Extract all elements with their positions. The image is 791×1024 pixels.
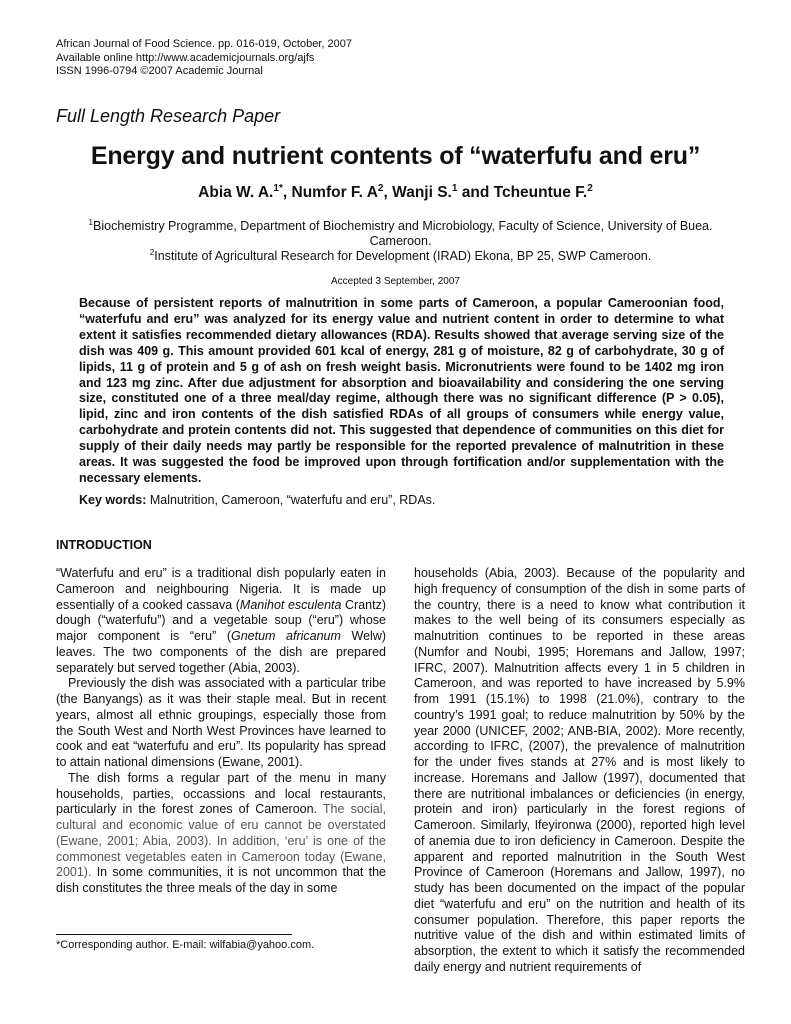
paragraph-text-grey: The social, cultural and economic value of eru cannot be overstated (Ewane, 2001; Abia, 2003). In addition, ‘eru’ is one of the commonest vegetables eaten in Cameroon today (Ewane, 2001).: [56, 802, 386, 880]
abstract: Because of persistent reports of malnutrition in some parts of Cameroon, a popular Cameroonian food, “waterfufu and eru” was analyzed for its energy value and nutrient content in order to determine to what extent it satisfies recommended dietary allowances (RDA). Results showed that average serving size of the dish was 409 g. This amount provided 601 kcal of energy, 281 g of moisture, 82 g of carbohydrate, 30 g of lipids, 11 g of protein and 5 g of ash on fresh weight basis. Micronutrients were found to be 1402 mg iron and 123 mg zinc. After due adjustment for absorption and bioavailability and considering the one serving size, constituted one of a three meal/day regime, although there was no significant difference (P > 0.05), lipid, zinc and iron contents of the dish satisfied RDAs of all groups of consumers while energy value, carbohydrate and protein contents did not. This suggested that dependence of communities on this diet for supply of their daily needs may partly be responsible for the reported prevalence of malnutrition in these areas. It was suggested the food be improved upon through fortification and/or supplementation with the necessary elements.: [79, 296, 724, 485]
author-affiliation-mark: 1*: [273, 182, 283, 194]
affiliation-mark: 1: [88, 217, 94, 227]
keywords-text: Malnutrition, Cameroon, “waterfufu and eru”, RDAs.: [146, 493, 436, 507]
paragraph: [56, 771, 386, 897]
paragraph: [56, 566, 386, 676]
paragraph: households (Abia, 2003). Because of the popularity and high frequency of consumption of the dish in some parts of the country, there is a need to know what contribution it makes to the well being of its consumers especially as malnutrition continues to be reported in these areas (Numfor and Noubi, 1995; Horemans and Jallow, 1997; IFRC, 2007). Malnutrition affects every 1 in 5 children in Cameroon, and was reported to have increased by 5.9% from 1991 (15.1%) to 1998 (21.0%), contrary to the country’s 1991 goal; to reduce malnutrition by 50% by the year 2000 (UNICEF, 2002; ANB-BIA, 2002). More recently, according to IFRC, (2007), the prevalence of malnutrition for the under fives stands at 27% and is most likely to increase. Horemans and Jallow (1997), documented that there are nutritional imbalances or deficiencies (in energy, protein and iron) particularly in the forest regions of Cameroon. Similarly, Ifeyironwa (2000), reported high level of anemia due to iron deficiency in Cameroon. Despite the apparent and reported malnutrition in the South West Province of Cameroon (Horemans and Jallow, 1997), no study has been documented on the impact of the popular diet “waterfufu and eru” on the nutrition and health of its consumer population. Therefore, this paper reports the nutritive value of the dish and within estimated limits of absorption, the extent to which it satisfy the recommended daily energy and nutrient requirements of: [414, 566, 745, 974]
affiliation-text: Biochemistry Programme, Department of Biochemistry and Microbiology, Faculty of Science, University of Buea. Cameroon.: [93, 219, 713, 248]
paragraph-text: In some communities, it is not uncommon that the dish constitutes the three meals of the day in some: [56, 865, 386, 895]
journal-citation: African Journal of Food Science. pp. 016-019, October, 2007: [56, 38, 352, 50]
footnote: *Corresponding author. E-mail: wilfabia@yahoo.com.: [56, 939, 315, 951]
author-name: Abia W. A.: [198, 184, 274, 201]
keywords: [79, 493, 731, 507]
paragraph-text: Welw) leaves. The two components of the dish are prepared separately but served together (Abia, 2003).: [56, 629, 387, 675]
affiliation: [72, 219, 729, 249]
paragraph: Previously the dish was associated with a particular tribe (the Banyangs) as it was their staple meal. But in recent years, almost all ethnic groupings, especially those from the South West and North West Provinces have learned to cook and eat “waterfufu and eru”. Its popularity has spread to attain national dimensions (Ewane, 2001).: [56, 676, 386, 769]
paragraph-text: “Waterfufu and eru” is a traditional dish popularly eaten in Cameroon and neighbouring Nigeria. It is made up essentially of a cooked cassava (: [56, 566, 386, 612]
author-list: [40, 184, 751, 202]
author-name: Tcheuntue F.: [493, 184, 588, 201]
footnote-rule: [56, 934, 292, 935]
keywords-label: Key words:: [79, 493, 147, 507]
author-separator: and: [457, 184, 494, 201]
journal-issn: ISSN 1996-0794 ©2007 Academic Journal: [56, 65, 263, 77]
author-separator: ,: [282, 184, 292, 201]
left-column: [56, 566, 386, 897]
author-affiliation-mark: 2: [587, 182, 593, 194]
author-separator: ,: [383, 184, 393, 201]
species-name: Manihot esculenta: [239, 597, 342, 612]
right-column: [414, 566, 745, 976]
species-name: Gnetum africanum: [231, 629, 341, 643]
affiliation-mark: 2: [149, 247, 155, 257]
paragraph-text: Crantz) dough (“waterfufu”) and a vegetable soup (“eru”) whose major component is “eru” (: [56, 597, 386, 643]
author-affiliation-mark: 1: [451, 182, 458, 194]
journal-header: [56, 38, 352, 79]
section-heading-introduction: INTRODUCTION: [56, 538, 152, 552]
journal-url: Available online http://www.academicjournals.org/ajfs: [56, 51, 315, 64]
author-name: Numfor F. A: [291, 184, 378, 201]
accepted-date: Accepted 3 September, 2007: [331, 276, 460, 287]
paper-type: Full Length Research Paper: [56, 106, 281, 126]
paper-title: Energy and nutrient contents of “waterfufu and eru”: [90, 142, 701, 170]
author-name: Wanji S.: [392, 184, 452, 201]
affiliation: [72, 249, 729, 264]
affiliation-text: Institute of Agricultural Research for Development (IRAD) Ekona, BP 25, SWP Cameroon.: [154, 249, 652, 263]
affiliations: [72, 219, 729, 264]
author-affiliation-mark: 2: [377, 182, 384, 194]
paragraph-text: The dish forms a regular part of the menu in many households, parties, occassions and local restaurants, particularly in the forest zones of Cameroon.: [56, 770, 386, 817]
